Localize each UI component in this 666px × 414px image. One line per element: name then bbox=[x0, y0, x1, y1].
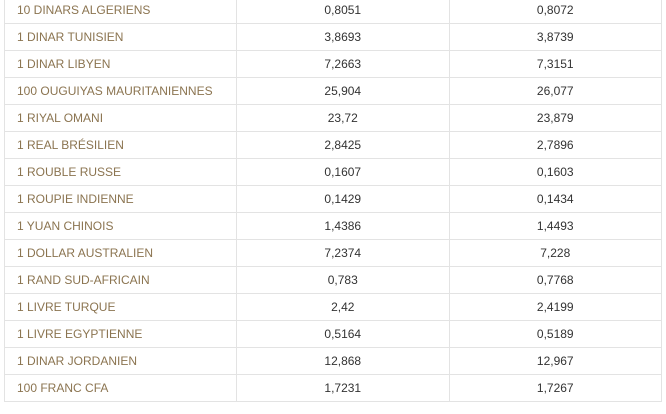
table-row bbox=[5, 132, 662, 159]
table-row bbox=[5, 294, 662, 321]
table-row bbox=[5, 348, 662, 375]
sell-rate-cell: 0,1603 bbox=[449, 159, 662, 186]
table-row bbox=[5, 213, 662, 240]
table-row bbox=[5, 51, 662, 78]
sell-rate-cell: 0,7768 bbox=[449, 267, 662, 294]
currency-name-cell: 1 DINAR JORDANIEN bbox=[5, 348, 237, 375]
currency-name-cell: 1 REAL BRÉSILIEN bbox=[5, 132, 237, 159]
buy-rate-cell: 2,8425 bbox=[237, 132, 450, 159]
buy-rate-cell: 2,42 bbox=[237, 294, 450, 321]
sell-rate-cell: 1,4493 bbox=[449, 213, 662, 240]
currency-name-cell: 1 RAND SUD-AFRICAIN bbox=[5, 267, 237, 294]
currency-name-cell: 1 ROUBLE RUSSE bbox=[5, 159, 237, 186]
table-row bbox=[5, 24, 662, 51]
table-row bbox=[5, 240, 662, 267]
currency-name-cell: 1 YUAN CHINOIS bbox=[5, 213, 237, 240]
currency-name-cell: 100 FRANC CFA bbox=[5, 375, 237, 402]
exchange-rates-table bbox=[4, 0, 662, 402]
sell-rate-cell: 23,879 bbox=[449, 105, 662, 132]
currency-name-cell: 1 ROUPIE INDIENNE bbox=[5, 186, 237, 213]
table-row bbox=[5, 78, 662, 105]
buy-rate-cell: 0,1607 bbox=[237, 159, 450, 186]
buy-rate-cell: 23,72 bbox=[237, 105, 450, 132]
table-row bbox=[5, 375, 662, 402]
buy-rate-cell: 3,8693 bbox=[237, 24, 450, 51]
currency-name-cell: 1 LIVRE TURQUE bbox=[5, 294, 237, 321]
table-row bbox=[5, 159, 662, 186]
table-row bbox=[5, 186, 662, 213]
buy-rate-cell: 1,7231 bbox=[237, 375, 450, 402]
currency-name-cell: 1 LIVRE EGYPTIENNE bbox=[5, 321, 237, 348]
currency-name-cell: 10 DINARS ALGERIENS bbox=[5, 0, 237, 24]
table-row bbox=[5, 0, 662, 24]
buy-rate-cell: 7,2663 bbox=[237, 51, 450, 78]
sell-rate-cell: 2,4199 bbox=[449, 294, 662, 321]
table-row bbox=[5, 321, 662, 348]
exchange-rates-body bbox=[5, 0, 662, 402]
currency-name-cell: 1 DOLLAR AUSTRALIEN bbox=[5, 240, 237, 267]
buy-rate-cell: 0,8051 bbox=[237, 0, 450, 24]
buy-rate-cell: 1,4386 bbox=[237, 213, 450, 240]
buy-rate-cell: 0,783 bbox=[237, 267, 450, 294]
sell-rate-cell: 0,1434 bbox=[449, 186, 662, 213]
sell-rate-cell: 1,7267 bbox=[449, 375, 662, 402]
currency-name-cell: 1 RIYAL OMANI bbox=[5, 105, 237, 132]
buy-rate-cell: 0,1429 bbox=[237, 186, 450, 213]
buy-rate-cell: 7,2374 bbox=[237, 240, 450, 267]
sell-rate-cell: 12,967 bbox=[449, 348, 662, 375]
currency-name-cell: 100 OUGUIYAS MAURITANIENNES bbox=[5, 78, 237, 105]
buy-rate-cell: 0,5164 bbox=[237, 321, 450, 348]
table-row bbox=[5, 267, 662, 294]
currency-name-cell: 1 DINAR TUNISIEN bbox=[5, 24, 237, 51]
buy-rate-cell: 25,904 bbox=[237, 78, 450, 105]
sell-rate-cell: 3,8739 bbox=[449, 24, 662, 51]
buy-rate-cell: 12,868 bbox=[237, 348, 450, 375]
sell-rate-cell: 0,5189 bbox=[449, 321, 662, 348]
currency-name-cell: 1 DINAR LIBYEN bbox=[5, 51, 237, 78]
sell-rate-cell: 26,077 bbox=[449, 78, 662, 105]
sell-rate-cell: 0,8072 bbox=[449, 0, 662, 24]
sell-rate-cell: 7,228 bbox=[449, 240, 662, 267]
sell-rate-cell: 2,7896 bbox=[449, 132, 662, 159]
table-row bbox=[5, 105, 662, 132]
sell-rate-cell: 7,3151 bbox=[449, 51, 662, 78]
